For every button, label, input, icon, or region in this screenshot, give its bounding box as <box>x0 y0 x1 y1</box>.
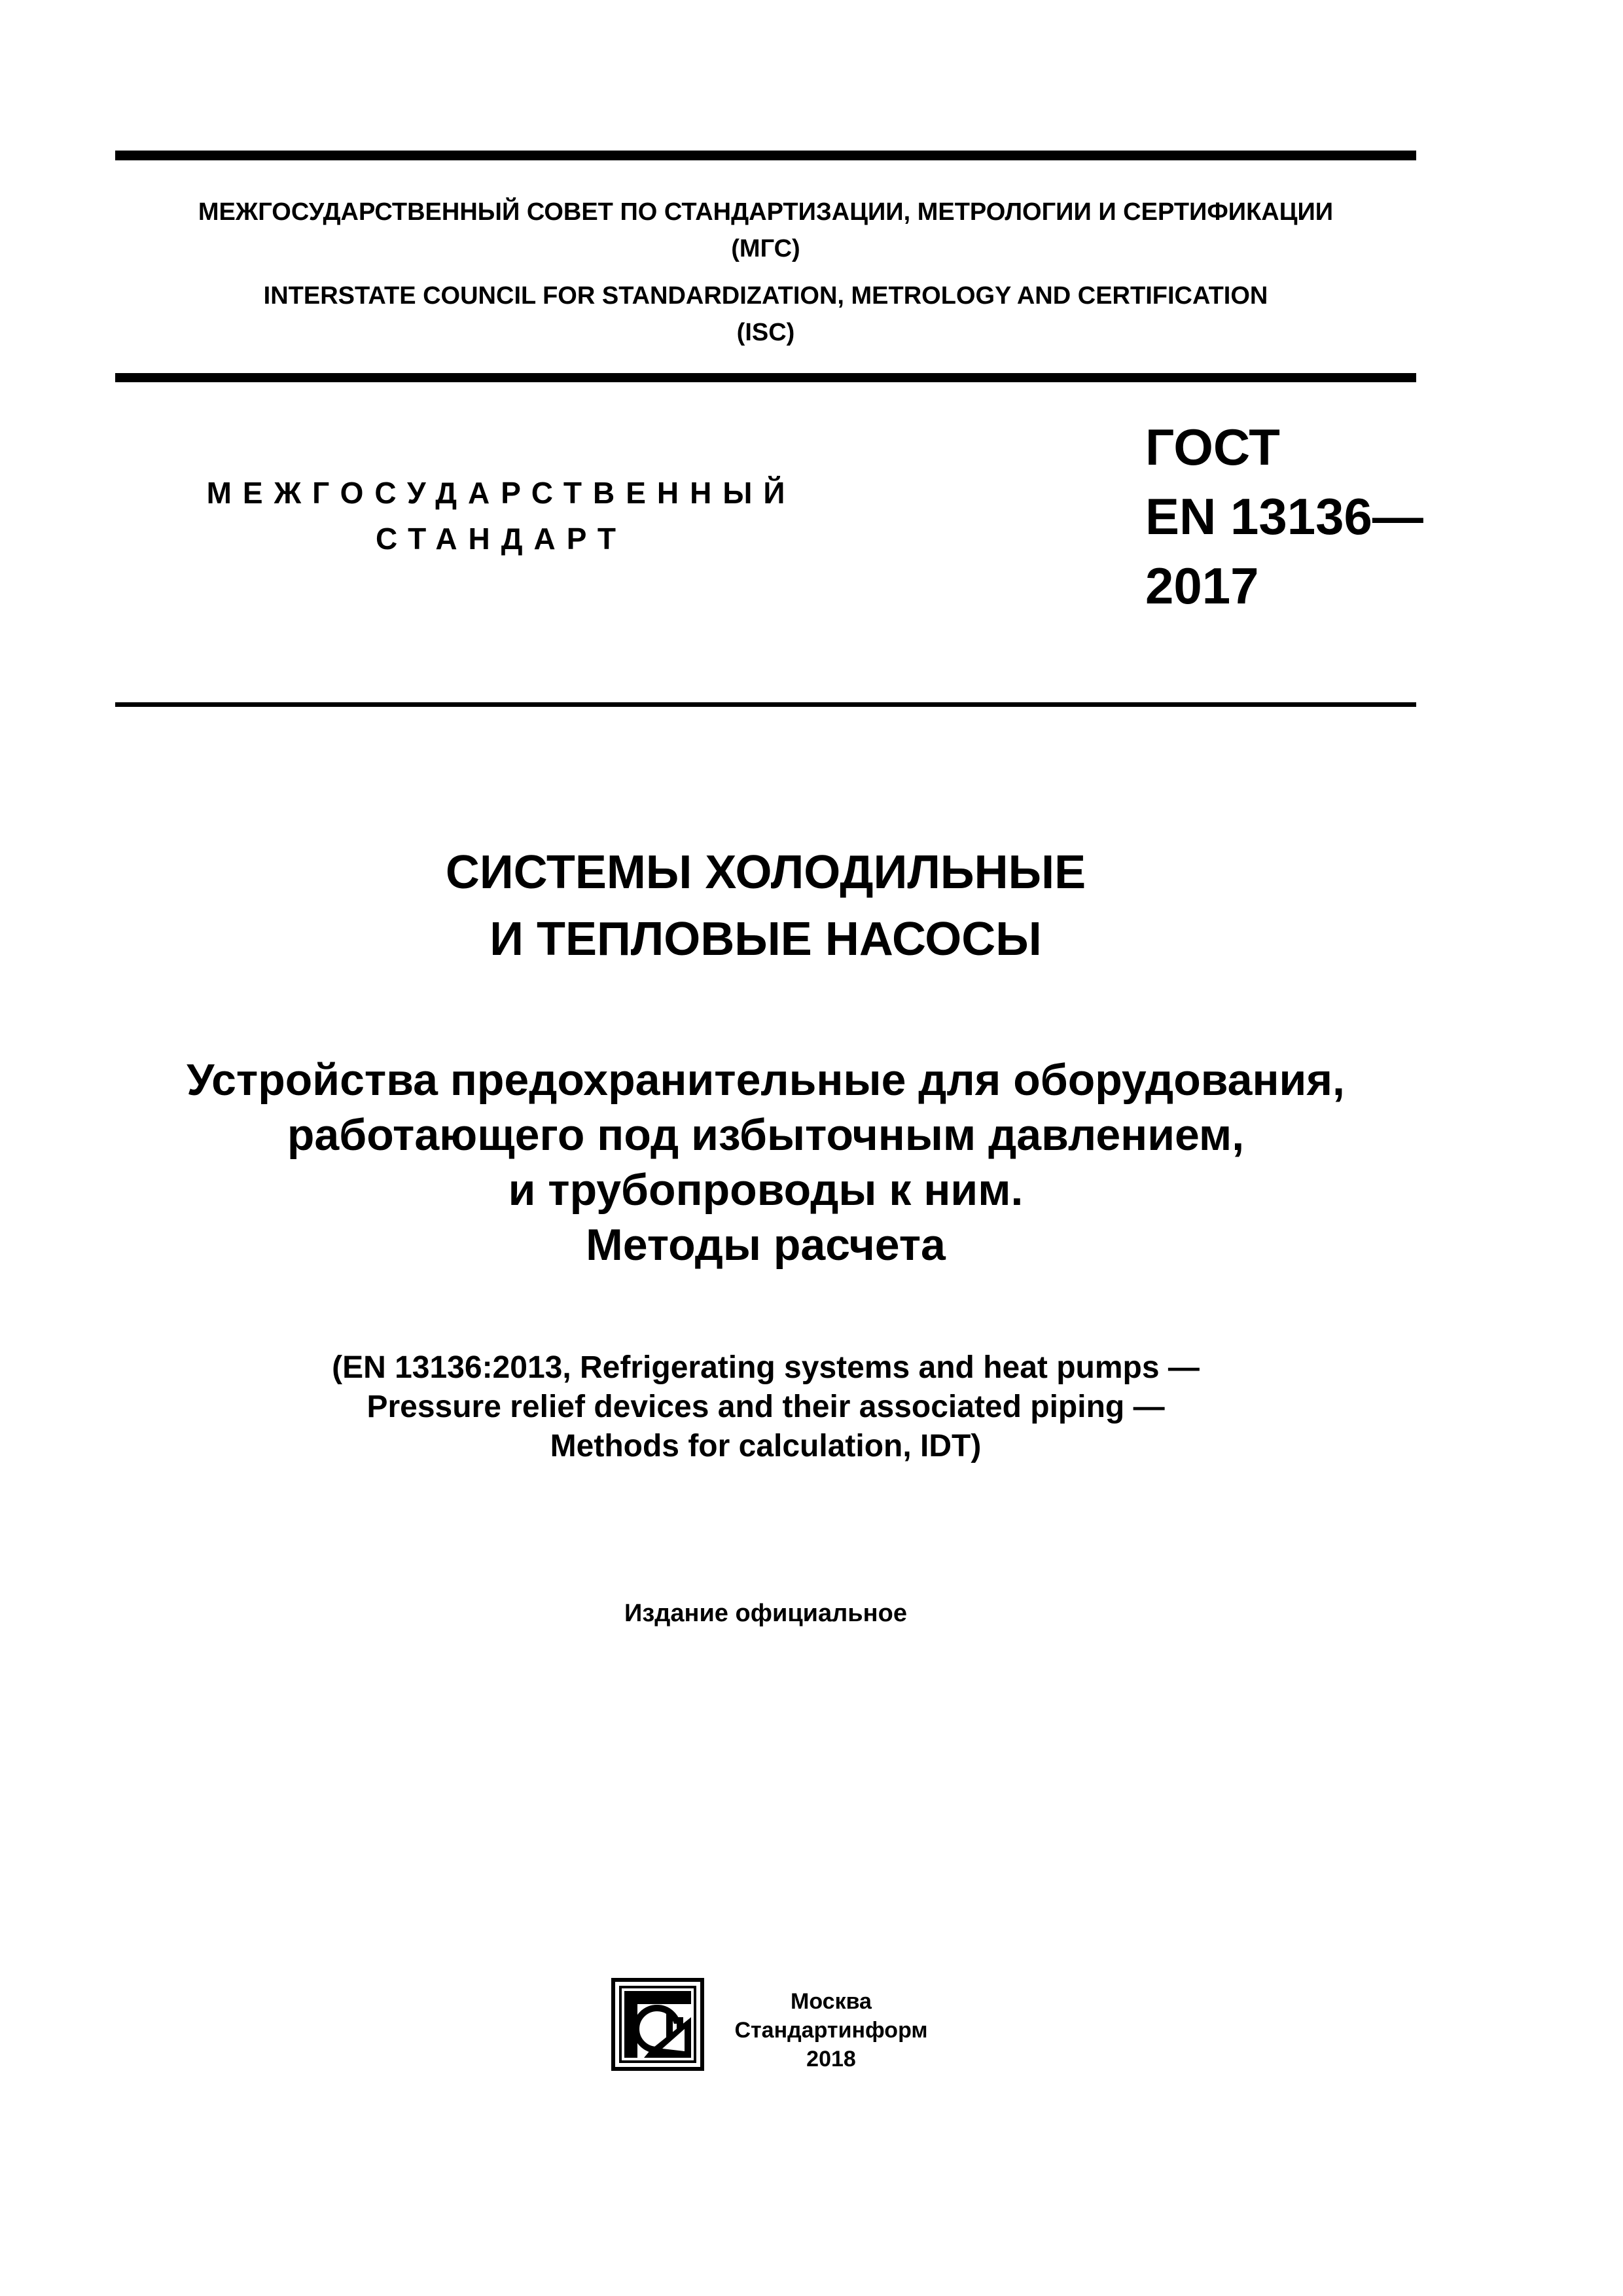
document-subtitle <box>115 1052 1416 1272</box>
standard-type-line1: МЕЖГОСУДАРСТВЕННЫЙ <box>206 476 796 510</box>
en-reference-line3: Methods for calculation, IDT) <box>550 1429 982 1463</box>
en-reference-line2: Pressure relief devices and their associated piping — <box>366 1390 1165 1424</box>
council-name-en: INTERSTATE COUNCIL FOR STANDARDIZATION, METROLOGY AND CERTIFICATION <box>263 282 1268 310</box>
document-title-line1: СИСТЕМЫ ХОЛОДИЛЬНЫЕ <box>445 846 1086 899</box>
standartinform-logo-icon <box>611 1978 704 2071</box>
standard-code-line1: ГОСТ <box>1145 418 1280 476</box>
top-divider <box>115 151 1416 160</box>
council-abbr-en: (ISC) <box>736 319 795 346</box>
en-reference-line1: (EN 13136:2013, Refrigerating systems and heat pumps — <box>332 1350 1200 1385</box>
document-subtitle-line4: Методы расчета <box>586 1220 946 1270</box>
document-subtitle-line1: Устройства предохранительные для оборудования, <box>187 1055 1345 1105</box>
en-reference <box>115 1348 1416 1466</box>
standard-code-line2: EN 13136— <box>1145 488 1423 545</box>
council-name-ru: МЕЖГОСУДАРСТВЕННЫЙ СОВЕТ ПО СТАНДАРТИЗАЦИИ, МЕТРОЛОГИИ И СЕРТИФИКАЦИИ <box>198 198 1334 226</box>
standard-type <box>181 470 822 562</box>
publisher-name: Стандартинформ <box>734 2018 928 2043</box>
publisher-year: 2018 <box>806 2047 856 2072</box>
document-title <box>115 839 1416 973</box>
document-title-line2: И ТЕПЛОВЫЕ НАСОСЫ <box>490 913 1042 965</box>
header-divider <box>115 373 1416 382</box>
edition-label: Издание официальное <box>624 1600 907 1627</box>
council-header <box>115 194 1416 351</box>
council-abbr-ru: (МГС) <box>731 235 800 262</box>
standard-code <box>1145 412 1423 620</box>
document-subtitle-line2: работающего под избыточным давлением, <box>287 1110 1245 1160</box>
document-subtitle-line3: и трубопроводы к ним. <box>508 1165 1024 1215</box>
standard-code-line3: 2017 <box>1145 557 1259 615</box>
designation-divider <box>115 702 1416 707</box>
publisher-city: Москва <box>791 1989 872 2014</box>
publisher-imprint <box>726 1987 936 2073</box>
standard-type-line2: СТАНДАРТ <box>376 522 627 556</box>
